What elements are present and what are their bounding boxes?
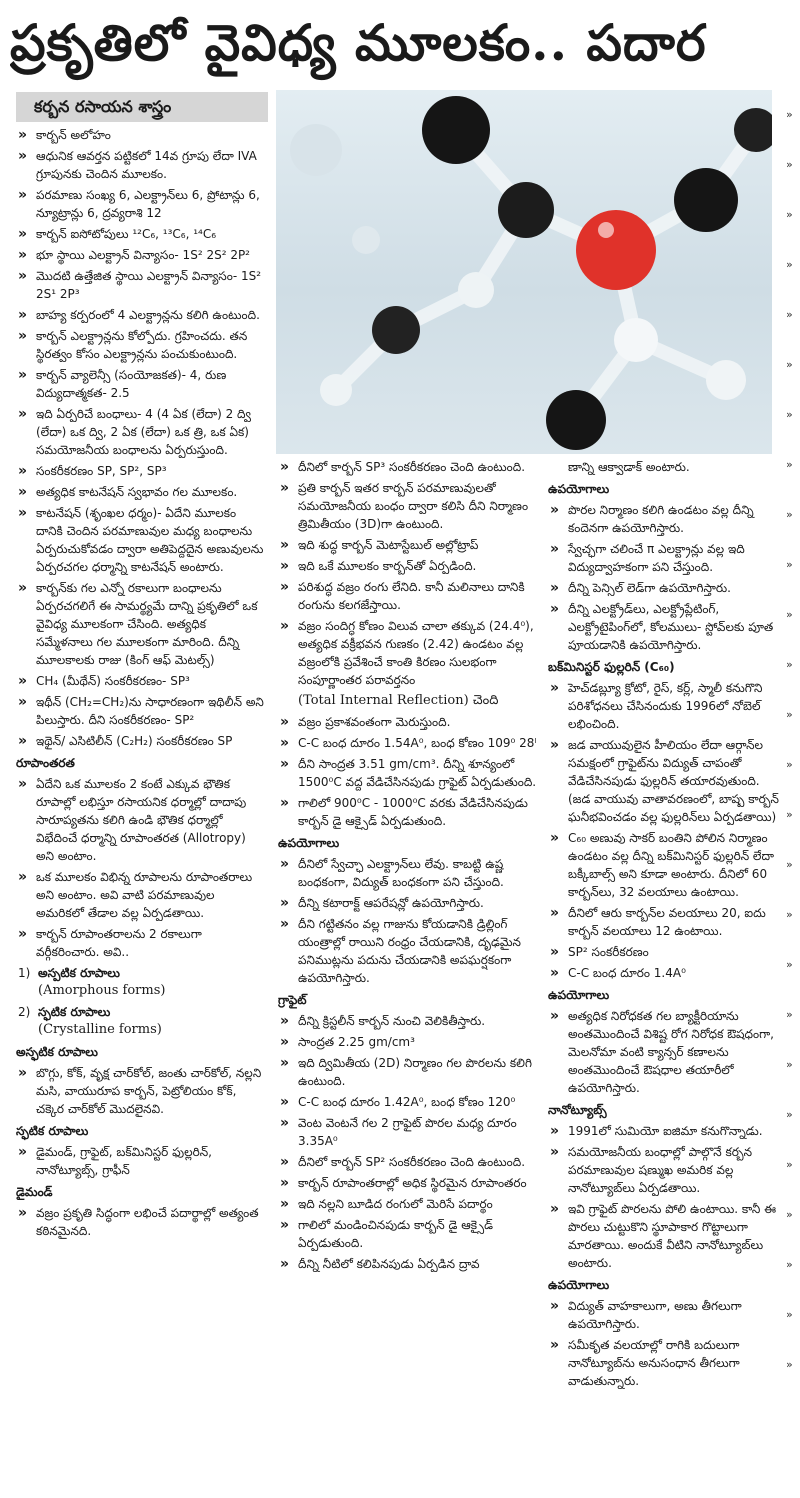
list-item: » CH₄ (మీథేన్) సంకరీకరణం- SP³ xyxy=(16,672,266,690)
list-item: » దీన్ని నీటిలో కలిపినపుడు ఏర్పడిన ద్రావ xyxy=(278,1255,540,1273)
list-item: » గాలిలో 900⁰C - 1000⁰C వరకు వేడిచేసినపుడు కార్బన్ డై ఆక్సైడ్ ఏర్పడుతుంది. xyxy=(278,794,540,830)
bullet-mark: » xyxy=(786,108,793,121)
list-item: » విద్యుత్ వాహకాలుగా, అణు తీగలుగా ఉపయోగిస్తారు. xyxy=(548,1297,780,1333)
list-item: » దీనిలో కార్బన్ SP³ సంకరీకరణం చెంది ఉంటుంది. xyxy=(278,458,540,476)
list-item: » C₆₀ అణువు సాకర్ బంతిని పోలిన నిర్మాణం ఉండటం వల్ల దీన్ని బక్‌మినిస్టర్ ఫుల్లరిన్ లేదా బక్కీబాల్స్ అని కూడా అంటారు. దీనిలో 60 కార్బన్‌లు, 32 వలయాలు ఉంటాయి. xyxy=(548,829,780,901)
bullet-mark: » xyxy=(786,758,793,771)
headline: ప్రకృతిలో వైవిధ్య మూలకం.. పదార xyxy=(10,13,707,72)
amorphous-heading: అస్ఫటిక రూపాలు xyxy=(16,1045,98,1059)
bullet-mark: » xyxy=(786,958,793,971)
bullet-mark: » xyxy=(786,508,793,521)
list-item: » దీనిలో కార్బన్ SP² సంకరీకరణం చెంది ఉంటుంది. xyxy=(278,1153,540,1171)
list-item: » ఇవి గ్రాఫైట్ పొరలను పోలి ఉంటాయి. కానీ ఈ పొరలు చుట్టుకొని స్థూపాకార గొట్టాలుగా మారతాయి. అందుకే వీటిని నానోట్యూబ్‌లు అంటారు. xyxy=(548,1200,780,1272)
list-item: » మొదటి ఉత్తేజిత స్థాయి ఎలక్ట్రాన్ విన్యాసం- 1S² 2S¹ 2P³ xyxy=(16,267,266,303)
fullerene-heading: బక్‌మినిస్టర్ ఫుల్లరిన్ (C₆₀) xyxy=(548,660,675,674)
list-item: » ఇథీన్ (CH₂=CH₂)ను సాధారణంగా ఇథిలీన్ అని పిలుస్తారు. దీని సంకరీకరణం- SP² xyxy=(16,693,266,729)
form-number: 2) xyxy=(18,1005,31,1019)
list-item: » సమయోజనీయ బంధాల్లో పాల్గొనే కర్బన పరమాణువుల షణ్ముఖ అమరిక వల్ల నానోట్యూబ్‌లు ఏర్పడతాయి. xyxy=(548,1143,780,1197)
list-item: » SP² సంకరీకరణం xyxy=(548,943,780,961)
list-item: » కార్బన్ రూపాంతరాలను 2 రకాలుగా వర్గీకరించారు. అవి.. xyxy=(16,925,266,961)
bullet-mark: » xyxy=(786,608,793,621)
list-item: » ఆధునిక ఆవర్తన పట్టికలో 14వ గ్రూపు లేదా IVA గ్రూపునకు చెందిన మూలకం. xyxy=(16,147,266,183)
list-item: » కార్బన్ ఎలక్ట్రాన్లను కోల్పోదు. గ్రహించదు. తన స్థిరత్వం కోసం ఎలక్ట్రాన్లను పంచుకుంటుంది. xyxy=(16,327,266,363)
bullet-mark: » xyxy=(786,1158,793,1171)
list-item: » ఇది శుద్ధ కార్బన్ మెటాస్టేబుల్ అల్లోట్రాప్ xyxy=(278,536,540,554)
list-item: » గాలిలో మండించినపుడు కార్బన్ డై ఆక్సైడ్ ఏర్పడుతుంది. xyxy=(278,1216,540,1252)
list-item: » ఇది ఒకే మూలకం కార్బన్‌తో ఏర్పడింది. xyxy=(278,557,540,575)
list-item: » ఇది నల్లని బూడిద రంగులో మెరిసే పదార్థం xyxy=(278,1195,540,1213)
column-3 xyxy=(548,458,780,1496)
list-item: » దీన్ని కటారాక్ట్ ఆపరేషన్లో ఉపయోగిస్తారు. xyxy=(278,894,540,912)
bullet-mark: » xyxy=(786,1108,793,1121)
oxygen-atom xyxy=(576,210,656,290)
list-item: » కార్బన్ ఐసోటోపులు ¹²C₆, ¹³C₆, ¹⁴C₆ xyxy=(16,225,266,243)
bullet-mark: » xyxy=(786,558,793,571)
graphite-heading: గ్రాఫైట్ xyxy=(278,993,307,1007)
list-item: » సాంద్రత 2.25 gm/cm³ xyxy=(278,1033,540,1051)
uses-heading: ఉపయోగాలు xyxy=(278,836,340,850)
list-item: » పొరల నిర్మాణం కలిగి ఉండటం వల్ల దీన్ని కందెనగా ఉపయోగిస్తారు. xyxy=(548,501,780,537)
list-item: » దీనిలో స్వేచ్ఛా ఎలక్ట్రాన్‌లు లేవు. కాబట్టి ఉష్ణ బంధకంగా, విద్యుత్ బంధకంగా పని చేస్తుంది. xyxy=(278,855,540,891)
list-item: » వజ్రం ప్రకృతి సిద్ధంగా లభించే పదార్థాల్లో అత్యంత కఠినమైనది. xyxy=(16,1204,266,1240)
bullet-mark: » xyxy=(786,658,793,671)
list-item: » సమీకృత వలయాల్లో రాగికి బదులుగా నానోట్యూబ్‌ను అనుసంధాన తీగలుగా వాడుతున్నారు. xyxy=(548,1336,780,1390)
tir-line: (Total Internal Reflection) చెంది xyxy=(298,693,499,708)
list-item: » ఇథైన్/ ఎసిటిలీన్ (C₂H₂) సంకరీకరణం SP xyxy=(16,732,266,750)
list-item: » జడ వాయువులైన హీలియం లేదా ఆర్గాన్‌ల సమక్షంలో గ్రాఫైట్‌ను విద్యుత్ చాపంతో వేడిచేసినపుడు ఫుల్లరిన్ తయారవుతుంది. (జడ వాయువు వాతావరణంలో, బాష్ప కార్బన్ ఘనీభవించడం వల్ల ఫుల్లరిన్‌లు ఏర్పడతాయి) xyxy=(548,736,780,826)
list-item: » ఒక మూలకం విభిన్న రూపాలను రూపాంతరాలు అని అంటాం. అవి వాటి పరమాణువుల అమరికలో తేడాల వల్ల ఏర్పడతాయి. xyxy=(16,868,266,922)
uses-heading: ఉపయోగాలు xyxy=(548,1278,610,1292)
list-item: » వజ్రం ప్రకాశవంతంగా మెరుస్తుంది. xyxy=(278,713,540,731)
form-item xyxy=(16,1003,266,1039)
list-item: » దీని గట్టితనం వల్ల గాజును కోయడానికి డ్రిల్లింగ్ యంత్రాల్లో రాయిని రంధ్రం చేయడానికి, దృఢమైన పనిముట్లను పదును చేయడానికి అపఘర్షకంగా ఉపయోగిస్తారు. xyxy=(278,915,540,987)
form-label: అస్పటిక రూపాలు xyxy=(38,966,120,980)
list-item: » స్వేచ్ఛగా చలించే π ఎలక్ట్రాన్లు వల్ల ఇది విద్యుద్వాహకంగా పని చేస్తుంది. xyxy=(548,540,780,576)
list-item: » 1991లో సుమియో ఐజిమా కనుగొన్నాడు. xyxy=(548,1122,780,1140)
form-label-english: (Crystalline forms) xyxy=(38,1022,162,1037)
list-item: » దీనిలో ఆరు కార్బన్‌ల వలయాలు 20, ఐదు కార్బన్ వలయాలు 12 ఉంటాయి. xyxy=(548,904,780,940)
list-item: » కార్బన్ రూపాంతరాల్లో అధిక స్థిరమైన రూపాంతరం xyxy=(278,1174,540,1192)
bullet-mark: » xyxy=(786,908,793,921)
list-item: » దీన్ని పెన్సిల్ లెడ్‌గా ఉపయోగిస్తారు. xyxy=(548,579,780,597)
bullet-mark: » xyxy=(786,208,793,221)
bullet-mark: » xyxy=(786,408,793,421)
bullet-mark: » xyxy=(786,1308,793,1321)
crystalline-heading: స్ఫటిక రూపాలు xyxy=(16,1124,89,1138)
list-item: » సంకరీకరణం SP, SP², SP³ xyxy=(16,462,266,480)
list-item: » దీన్ని క్రిస్టలీన్ కార్బన్ నుంచి వెలికితీస్తారు. xyxy=(278,1012,540,1030)
list-item: » వెంట వెంటనే గల 2 గ్రాఫైట్ పొరల మధ్య దూరం 3.35A⁰ xyxy=(278,1114,540,1150)
list-item: » డైమండ్, గ్రాఫైట్, బక్‌మినిస్టర్ ఫుల్లరిన్, నానోట్యూబ్స్, గ్రాఫీన్ xyxy=(16,1143,266,1179)
continued-text: ణాన్ని ఆక్వాడాక్ అంటారు. xyxy=(568,460,690,474)
column-1 xyxy=(16,126,266,1496)
list-item: » ప్రతి కార్బన్ ఇతర కార్బన్ పరమాణువులతో సమయోజనీయ బంధం ద్వారా కలిసి దీని నిర్మాణం త్రిమితీయం (3D)గా ఉంటుంది. xyxy=(278,479,540,533)
list-item: » బాహ్య కర్పరంలో 4 ఎలక్ట్రాన్లను కలిగి ఉంటుంది. xyxy=(16,306,266,324)
list-item: » పరిశుద్ధ వజ్రం రంగు లేనిది. కానీ మలినాలు దానికి రంగును కలగజేస్తాయి. xyxy=(278,578,540,614)
section-label: కర్బన రసాయన శాస్త్రం xyxy=(16,92,268,122)
uses-heading: ఉపయోగాలు xyxy=(548,988,610,1002)
bullet-mark: » xyxy=(786,808,793,821)
bullet-mark: » xyxy=(786,708,793,721)
bullet-mark: » xyxy=(786,858,793,871)
bullet-mark: » xyxy=(786,258,793,271)
bullet-mark: » xyxy=(786,1008,793,1021)
list-item: » బొగ్గు, కోక్, వృక్ష చార్‌కోల్, జంతు చార్‌కోల్, నల్లని మసి, వాయురూప కార్బన్, పెట్రోలియం కోక్, చక్కెర చార్‌కోల్ మొదలైనవి. xyxy=(16,1064,266,1118)
bullet-mark: » xyxy=(786,1258,793,1271)
bullet-mark: » xyxy=(786,1058,793,1071)
uses-heading: ఉపయోగాలు xyxy=(548,482,610,496)
column-4-cutoff xyxy=(786,90,800,1490)
column-2 xyxy=(278,458,540,1496)
form-item xyxy=(16,964,266,1000)
nanotube-heading: నానోట్యూబ్స్ xyxy=(548,1103,607,1117)
list-item: » కార్బన్‌కు గల ఎన్నో రకాలుగా బంధాలను ఏర్పరచగలిగే ఈ సామర్థ్యమే దాన్ని ప్రకృతిలో ఒక వైవిధ్య మూలకంగా చేసింది. అత్యధిక సమ్మేళనాలు గల మూలకంగా మారింది. దీన్ని మూలకాలకు రాజు (కింగ్ ఆఫ్ మెటల్స్) xyxy=(16,579,266,669)
diamond-heading: డైమండ్ xyxy=(16,1185,53,1199)
form-label-english: (Amorphous forms) xyxy=(38,983,166,998)
bullet-mark: » xyxy=(786,1208,793,1221)
list-item: » కార్బన్ వ్యాలెన్సీ (సంయోజకత)- 4, రుణ విద్యుదాత్మకత- 2.5 xyxy=(16,366,266,402)
list-item: » వజ్రం సందిగ్ధ కోణం విలువ చాలా తక్కువ (24.4⁰), అత్యధిక వక్రీభవన గుణకం (2.42) ఉండటం వల్ల వజ్రంలోకి ప్రవేశించే కాంతి కిరణం సులభంగా సంపూర్ణాంతర పరావర్తనం xyxy=(278,617,540,689)
list-item: » అత్యధిక కాటనేషన్ స్వభావం గల మూలకం. xyxy=(16,483,266,501)
bullet-mark: » xyxy=(786,458,793,471)
list-item: » పరమాణు సంఖ్య 6, ఎలక్ట్రాన్‌లు 6, ప్రోటాన్లు 6, న్యూట్రాన్లు 6, ద్రవ్యరాశి 12 xyxy=(16,186,266,222)
form-label: స్ఫటిక రూపాలు xyxy=(38,1005,111,1019)
list-item: » భూ స్థాయి ఎలక్ట్రాన్ విన్యాసం- 1S² 2S² 2P² xyxy=(16,246,266,264)
molecule-illustration xyxy=(276,90,772,454)
bullet-mark: » xyxy=(786,308,793,321)
bullet-mark: » xyxy=(786,1358,793,1371)
list-item: » అత్యధిక నిరోధకత గల బ్యాక్టీరియాను అంతమొందించే విశిష్ట రోగ నిరోధక ఔషధంగా, మెలనోమా వంటి క్యాన్సర్ కణాలను అంతమొందించే ఔషధాల తయారీలో ఉపయోగిస్తారు. xyxy=(548,1007,780,1097)
bullet-mark: » xyxy=(786,358,793,371)
list-item: » కార్బన్ అలోహం xyxy=(16,126,266,144)
list-item: » దీని సాంద్రత 3.51 gm/cm³. దీన్ని శూన్యంలో 1500⁰C వద్ద వేడిచేసినపుడు గ్రాఫైట్ ఏర్పడుతుంది. xyxy=(278,755,540,791)
list-item: » ఏదేని ఒక మూలకం 2 కంటే ఎక్కువ భౌతిక రూపాల్లో లభిస్తూ రసాయనిక ధర్మాల్లో దాదాపు సారూప్యతను కలిగి ఉండి భౌతిక ధర్మాల్లో విభేదించే ధర్మాన్ని రూపాంతరత (Allotropy) అని అంటాం. xyxy=(16,775,266,865)
list-item: » C-C బంధ దూరం 1.54A⁰, బంధ కోణం 109⁰ 28ˡ xyxy=(278,734,540,752)
list-item: » హెచ్‌డబ్ల్యూ క్రోటో, రైస్, కర్ల్, స్మాలీ కనుగొని పరిశోధనలు చేసినందుకు 1996లో నోబెల్ లభించింది. xyxy=(548,679,780,733)
list-item: » ఇది ద్విమితీయ (2D) నిర్మాణం గల పొరలను కలిగి ఉంటుంది. xyxy=(278,1054,540,1090)
list-item: » C-C బంధ దూరం 1.42A⁰, బంధ కోణం 120⁰ xyxy=(278,1093,540,1111)
molecule-photo xyxy=(276,90,772,454)
list-item: » దీన్ని ఎలక్ట్రోడ్‌లు, ఎలక్ట్రోప్లేటింగ్, ఎలక్ట్రోటైపింగ్‌లో, కోలములు- స్టోవ్‌లకు పూత పూయడానికి ఉపయోగిస్తారు. xyxy=(548,600,780,654)
form-number: 1) xyxy=(18,966,31,980)
allotropy-heading: రూపాంతరత xyxy=(16,756,75,770)
list-item: » ఇది ఏర్పరిచే బంధాలు- 4 (4 ఏక (లేదా) 2 ద్వి (లేదా) ఒక ద్వి, 2 ఏక (లేదా) ఒక త్రి, ఒక ఏక) సమయోజనీయ బంధాలను ఏర్పరుస్తుంది. xyxy=(16,405,266,459)
list-item: » C-C బంధ దూరం 1.4A⁰ xyxy=(548,964,780,982)
bullet-mark: » xyxy=(786,158,793,171)
list-item: » కాటనేషన్ (శృంఖల ధర్మం)- ఏదేని మూలకం దానికి చెందిన పరమాణువుల మధ్య బంధాలను ఏర్పరుచుకోవడం ద్వారా అతిపెద్దదైన అణువులను ఏర్పరచగల ధర్మాన్ని కాటనేషన్ అంటారు. xyxy=(16,504,266,576)
